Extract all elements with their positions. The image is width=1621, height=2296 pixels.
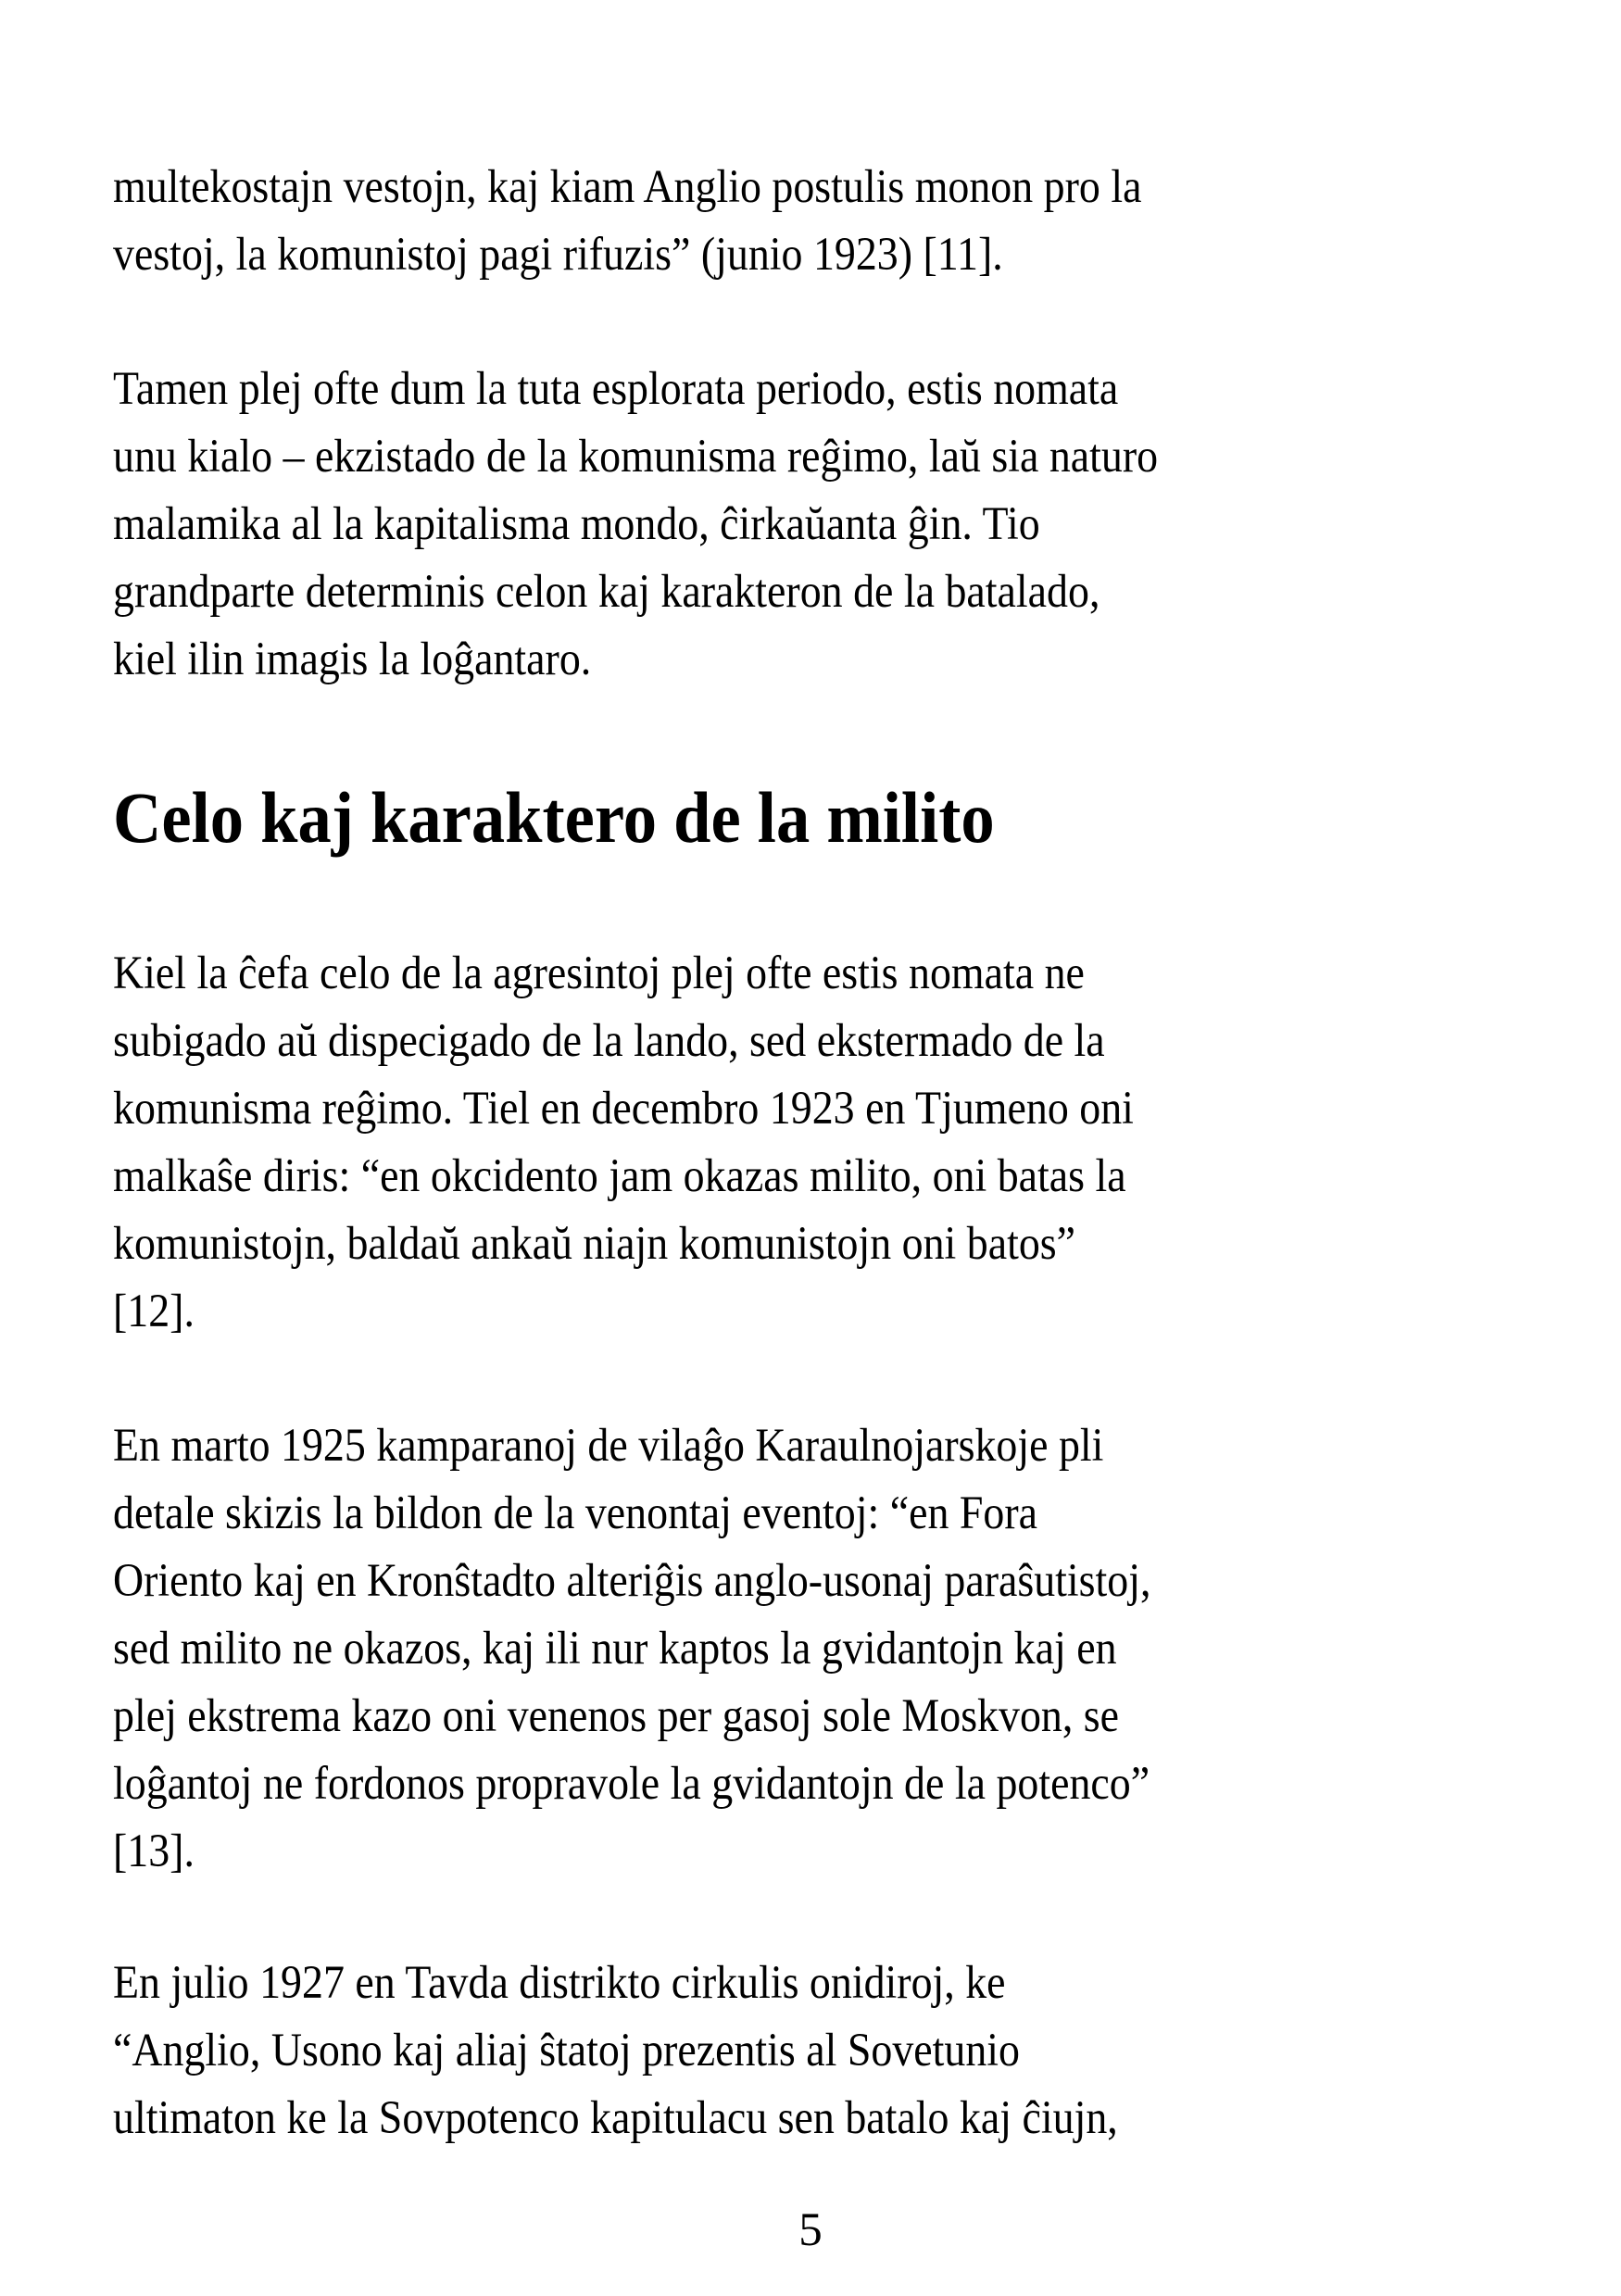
text-line: komunisma reĝimo. Tiel en decembro 1923 en Tjumeno oni: [113, 1083, 1134, 1135]
text-line: unu kialo – ekzistado de la komunisma reĝimo, laŭ sia naturo: [113, 431, 1159, 483]
text-line: detale skizis la bildon de la venontaj eventoj: “en Fora: [113, 1487, 1038, 1539]
paragraph: [113, 1412, 1558, 1886]
text-line: [13].: [113, 1826, 195, 1877]
text-line: kiel ilin imagis la loĝantaro.: [113, 634, 592, 685]
page-number: 5: [798, 2204, 823, 2256]
text-line: plej ekstrema kazo oni venenos per gasoj sole Moskvon, se: [113, 1690, 1120, 1742]
text-line: sed milito ne okazos, kaj ili nur kaptos la gvidantojn kaj en: [113, 1623, 1117, 1675]
text-line: grandparte determinis celon kaj karakteron de la batalado,: [113, 566, 1100, 618]
text-line: subigado aŭ dispecigado de la lando, sed ekstermado de la: [113, 1015, 1105, 1067]
text-line: malkaŝe diris: “en okcidento jam okazas milito, oni batas la: [113, 1150, 1126, 1202]
paragraph: [113, 154, 1558, 289]
paragraph: [113, 940, 1558, 1346]
text-line: En marto 1925 kamparanoj de vilaĝo Karaulnojarskoje pli: [113, 1420, 1104, 1472]
text-line: malamika al la kapitalisma mondo, ĉirkaŭanta ĝin. Tio: [113, 498, 1040, 550]
text-line: “Anglio, Usono kaj aliaj ŝtatoj prezentis al Sovetunio: [113, 2025, 1021, 2076]
text-line: komunistojn, baldaŭ ankaŭ niajn komunistojn oni batos”: [113, 1218, 1076, 1270]
text-line: Tamen plej ofte dum la tuta esplorata periodo, estis nomata: [113, 363, 1119, 415]
text-line: loĝantoj ne fordonos propravole la gvidantojn de la potenco”: [113, 1758, 1150, 1810]
text-line: Oriento kaj en Kronŝtadto alteriĝis anglo-usonaj paraŝutistoj,: [113, 1555, 1151, 1607]
paragraph: [113, 356, 1558, 694]
text-line: ultimaton ke la Sovpotenco kapitulacu sen batalo kaj ĉiujn,: [113, 2092, 1118, 2144]
paragraph: [113, 1950, 1558, 2152]
section-heading: Celo kaj karaktero de la milito: [113, 777, 995, 858]
text-line: [12].: [113, 1286, 195, 1337]
text-line: En julio 1927 en Tavda distrikto cirkulis onidiroj, ke: [113, 1957, 1006, 2009]
text-line: Kiel la ĉefa celo de la agresintoj plej ofte estis nomata ne: [113, 947, 1085, 999]
text-line: multekostajn vestojn, kaj kiam Anglio postulis monon pro la: [113, 161, 1142, 213]
text-line: vestoj, la komunistoj pagi rifuzis” (junio 1923) [11].: [113, 229, 1003, 281]
